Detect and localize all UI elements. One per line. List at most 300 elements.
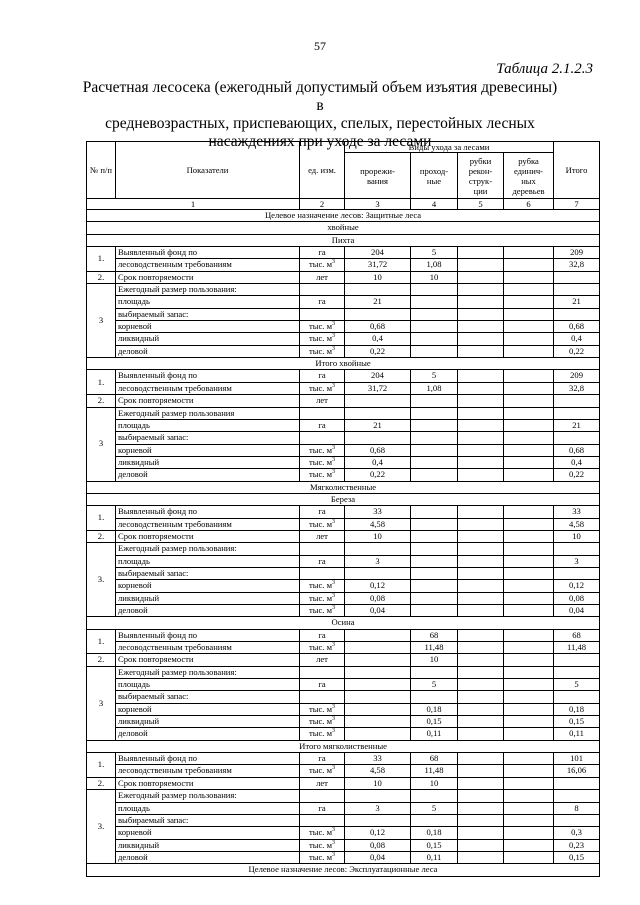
indicator-label: лесоводственным требованиям (116, 382, 300, 394)
unit-cell (300, 333, 345, 345)
value-passage (411, 284, 458, 296)
unit-superscript: 3 (332, 457, 336, 464)
unit-text: га (318, 296, 326, 307)
unit-superscript: 3 (332, 518, 336, 525)
unit-superscript: 3 (332, 716, 336, 723)
value-total: 8 (554, 802, 600, 814)
unit-cell (300, 506, 345, 518)
value-reconstruction (458, 691, 504, 703)
unit-cell (300, 814, 345, 826)
unit-text: лет (316, 395, 328, 406)
value-passage: 5 (411, 370, 458, 382)
table-row (87, 247, 600, 259)
header-number-6: 6 (504, 199, 554, 210)
value-thinning (345, 666, 411, 678)
unit-text: тыс. м (308, 580, 333, 591)
row-number: 3. (87, 543, 116, 617)
value-passage: 68 (411, 629, 458, 641)
indicator-label: площадь (116, 679, 300, 691)
value-thinning: 4,58 (345, 518, 411, 530)
value-reconstruction (458, 382, 504, 394)
indicator-label: лесоводственным требованиям (116, 518, 300, 530)
value-passage: 11,48 (411, 642, 458, 654)
table-row (87, 271, 600, 283)
value-thinning (345, 629, 411, 641)
section-row (87, 617, 600, 629)
value-total: 0,22 (554, 345, 600, 357)
value-total: 0,22 (554, 469, 600, 481)
unit-text: га (318, 753, 326, 764)
unit-text: га (318, 802, 326, 813)
value-thinning (345, 642, 411, 654)
value-passage: 0,18 (411, 703, 458, 715)
indicator-label: корневой (116, 321, 300, 333)
section-row (87, 740, 600, 752)
value-total: 0,4 (554, 333, 600, 345)
value-total (554, 814, 600, 826)
value-total: 32,8 (554, 382, 600, 394)
value-single-trees (504, 679, 554, 691)
value-total: 0,15 (554, 851, 600, 863)
row-number: 1. (87, 247, 116, 272)
value-thinning: 21 (345, 296, 411, 308)
indicator-label: ликвидный (116, 716, 300, 728)
unit-cell (300, 259, 345, 271)
table-row (87, 321, 600, 333)
section-label: Береза (87, 493, 600, 505)
unit-superscript: 3 (332, 321, 336, 328)
unit-cell (300, 444, 345, 456)
value-reconstruction (458, 679, 504, 691)
unit-cell (300, 666, 345, 678)
value-single-trees (504, 728, 554, 740)
unit-superscript: 3 (332, 852, 336, 859)
value-single-trees (504, 469, 554, 481)
table-row (87, 802, 600, 814)
unit-cell (300, 395, 345, 407)
value-reconstruction (458, 567, 504, 579)
indicator-label: выбираемый запас: (116, 308, 300, 320)
table-row (87, 308, 600, 320)
unit-cell (300, 567, 345, 579)
table-row (87, 666, 600, 678)
value-single-trees (504, 691, 554, 703)
value-thinning: 0,22 (345, 345, 411, 357)
value-passage (411, 567, 458, 579)
section-label: Целевое назначение лесов: Защитные леса (87, 210, 600, 222)
indicator-label: Срок повторяемости (116, 777, 300, 789)
value-single-trees (504, 333, 554, 345)
header-number-5: 5 (458, 199, 504, 210)
row-number: 3. (87, 790, 116, 864)
value-single-trees (504, 543, 554, 555)
value-reconstruction (458, 247, 504, 259)
header-numbers-row (87, 199, 600, 210)
value-reconstruction (458, 802, 504, 814)
indicator-label: корневой (116, 580, 300, 592)
table-row (87, 432, 600, 444)
value-thinning: 0,12 (345, 827, 411, 839)
value-passage: 5 (411, 802, 458, 814)
value-total: 0,4 (554, 456, 600, 468)
value-single-trees (504, 321, 554, 333)
indicator-label: корневой (116, 703, 300, 715)
indicator-label: ликвидный (116, 456, 300, 468)
value-single-trees (504, 555, 554, 567)
value-thinning (345, 395, 411, 407)
value-thinning: 204 (345, 247, 411, 259)
value-thinning (345, 567, 411, 579)
value-reconstruction (458, 555, 504, 567)
value-thinning (345, 790, 411, 802)
value-total: 0,04 (554, 605, 600, 617)
value-single-trees (504, 666, 554, 678)
unit-superscript: 3 (332, 382, 336, 389)
value-reconstruction (458, 444, 504, 456)
title-line: средневозрастных, приспевающих, спелых, перестойных лесных (105, 115, 535, 132)
unit-superscript: 3 (332, 259, 336, 266)
table-row (87, 753, 600, 765)
unit-text: га (318, 679, 326, 690)
value-total: 10 (554, 530, 600, 542)
value-passage (411, 345, 458, 357)
table-row (87, 728, 600, 740)
value-passage (411, 814, 458, 826)
table-row (87, 296, 600, 308)
indicator-label: выбираемый запас: (116, 691, 300, 703)
value-passage: 5 (411, 679, 458, 691)
table-row (87, 530, 600, 542)
value-passage (411, 580, 458, 592)
unit-cell (300, 827, 345, 839)
section-row (87, 864, 600, 876)
value-reconstruction (458, 666, 504, 678)
section-label: Пихта (87, 234, 600, 246)
value-single-trees (504, 827, 554, 839)
unit-cell (300, 530, 345, 542)
value-passage: 0,11 (411, 728, 458, 740)
unit-text: лет (316, 530, 328, 541)
value-passage: 11,48 (411, 765, 458, 777)
value-passage (411, 456, 458, 468)
unit-cell (300, 691, 345, 703)
value-total: 0,3 (554, 827, 600, 839)
section-label: Целевое назначение лесов: Эксплуатационные леса (87, 864, 600, 876)
value-total (554, 567, 600, 579)
value-reconstruction (458, 777, 504, 789)
value-total (554, 654, 600, 666)
value-passage (411, 592, 458, 604)
row-number: 3 (87, 407, 116, 481)
value-total: 3 (554, 555, 600, 567)
indicator-label: площадь (116, 296, 300, 308)
value-reconstruction (458, 814, 504, 826)
unit-text: тыс. м (308, 703, 333, 714)
table-identifier: Таблица 2.1.2.3 (496, 61, 593, 77)
unit-cell (300, 851, 345, 863)
value-single-trees (504, 567, 554, 579)
unit-text: тыс. м (308, 321, 333, 332)
value-thinning (345, 432, 411, 444)
value-total: 209 (554, 247, 600, 259)
unit-cell (300, 469, 345, 481)
value-passage: 10 (411, 777, 458, 789)
value-passage: 0,15 (411, 716, 458, 728)
table-row (87, 691, 600, 703)
value-total: 101 (554, 753, 600, 765)
value-reconstruction (458, 370, 504, 382)
section-label: Мягколиственные (87, 481, 600, 493)
value-reconstruction (458, 839, 504, 851)
value-thinning: 31,72 (345, 382, 411, 394)
table-row (87, 506, 600, 518)
unit-cell (300, 518, 345, 530)
value-reconstruction (458, 419, 504, 431)
indicator-label: ликвидный (116, 333, 300, 345)
table-row (87, 703, 600, 715)
section-row (87, 481, 600, 493)
row-number: 3 (87, 284, 116, 358)
unit-superscript: 3 (332, 333, 336, 340)
unit-cell (300, 777, 345, 789)
value-single-trees (504, 419, 554, 431)
value-single-trees (504, 703, 554, 715)
unit-text: тыс. м (308, 469, 333, 480)
value-reconstruction (458, 259, 504, 271)
value-single-trees (504, 432, 554, 444)
indicator-label: Ежегодный размер пользования: (116, 790, 300, 802)
value-passage (411, 395, 458, 407)
value-thinning: 0,68 (345, 321, 411, 333)
value-reconstruction (458, 530, 504, 542)
unit-cell (300, 679, 345, 691)
indicator-label: Выявленный фонд по (116, 370, 300, 382)
value-thinning: 3 (345, 802, 411, 814)
value-total: 11,48 (554, 642, 600, 654)
table-row (87, 592, 600, 604)
indicator-label: лесоводственным требованиям (116, 765, 300, 777)
indicator-label: ликвидный (116, 839, 300, 851)
value-passage (411, 555, 458, 567)
header-indicator: Показатели (116, 142, 300, 199)
value-passage (411, 432, 458, 444)
value-thinning (345, 814, 411, 826)
value-reconstruction (458, 654, 504, 666)
value-thinning: 0,04 (345, 851, 411, 863)
value-single-trees (504, 444, 554, 456)
value-reconstruction (458, 469, 504, 481)
table-row (87, 370, 600, 382)
indicator-label: Выявленный фонд по (116, 247, 300, 259)
value-reconstruction (458, 703, 504, 715)
value-reconstruction (458, 629, 504, 641)
value-single-trees (504, 851, 554, 863)
indicator-label: ликвидный (116, 592, 300, 604)
value-total (554, 543, 600, 555)
section-label: хвойные (87, 222, 600, 234)
value-reconstruction (458, 345, 504, 357)
value-single-trees (504, 654, 554, 666)
value-total (554, 284, 600, 296)
value-thinning: 204 (345, 370, 411, 382)
unit-cell (300, 703, 345, 715)
table-row (87, 827, 600, 839)
value-single-trees (504, 247, 554, 259)
value-single-trees (504, 814, 554, 826)
value-reconstruction (458, 395, 504, 407)
value-passage: 1,08 (411, 382, 458, 394)
value-thinning (345, 654, 411, 666)
value-passage (411, 321, 458, 333)
value-thinning: 10 (345, 271, 411, 283)
table-row (87, 814, 600, 826)
table-row (87, 839, 600, 851)
unit-superscript: 3 (332, 728, 336, 735)
value-single-trees (504, 259, 554, 271)
unit-cell (300, 432, 345, 444)
value-single-trees (504, 592, 554, 604)
table-row (87, 259, 600, 271)
value-thinning: 0,08 (345, 592, 411, 604)
table-row (87, 407, 600, 419)
indicator-label: площадь (116, 419, 300, 431)
indicator-label: Срок повторяемости (116, 654, 300, 666)
value-total: 0,18 (554, 703, 600, 715)
value-total: 0,08 (554, 592, 600, 604)
page-number: 57 (314, 39, 326, 53)
value-single-trees (504, 765, 554, 777)
table-row (87, 629, 600, 641)
unit-superscript: 3 (332, 469, 336, 476)
section-row (87, 222, 600, 234)
indicator-label: деловой (116, 345, 300, 357)
indicator-label: Срок повторяемости (116, 271, 300, 283)
unit-cell (300, 419, 345, 431)
value-total: 0,12 (554, 580, 600, 592)
table-row (87, 395, 600, 407)
row-number: 2. (87, 530, 116, 542)
table-row (87, 284, 600, 296)
table-row (87, 580, 600, 592)
value-thinning: 33 (345, 753, 411, 765)
value-thinning (345, 691, 411, 703)
value-thinning: 0,08 (345, 839, 411, 851)
unit-cell (300, 716, 345, 728)
unit-cell (300, 753, 345, 765)
table-row (87, 456, 600, 468)
value-total: 0,68 (554, 444, 600, 456)
value-reconstruction (458, 284, 504, 296)
unit-superscript: 3 (332, 827, 336, 834)
value-thinning (345, 407, 411, 419)
value-thinning (345, 284, 411, 296)
unit-superscript: 3 (332, 345, 336, 352)
header-num: № п/п (87, 142, 116, 199)
unit-cell (300, 790, 345, 802)
table-row (87, 679, 600, 691)
unit-cell (300, 284, 345, 296)
unit-text: га (318, 506, 326, 517)
indicator-label: Ежегодный размер пользования: (116, 543, 300, 555)
value-single-trees (504, 629, 554, 641)
value-reconstruction (458, 765, 504, 777)
unit-cell (300, 456, 345, 468)
value-passage (411, 666, 458, 678)
value-total: 33 (554, 506, 600, 518)
section-row (87, 234, 600, 246)
indicator-label: Срок повторяемости (116, 530, 300, 542)
indicator-label: деловой (116, 728, 300, 740)
table-row (87, 777, 600, 789)
indicator-label: площадь (116, 555, 300, 567)
unit-cell (300, 592, 345, 604)
unit-cell (300, 629, 345, 641)
value-total: 4,58 (554, 518, 600, 530)
row-number: 2. (87, 395, 116, 407)
unit-cell (300, 247, 345, 259)
value-total: 0,15 (554, 716, 600, 728)
unit-cell (300, 370, 345, 382)
unit-cell (300, 605, 345, 617)
value-total (554, 790, 600, 802)
indicator-label: лесоводственным требованиям (116, 259, 300, 271)
value-passage (411, 296, 458, 308)
unit-cell (300, 296, 345, 308)
header-row (87, 142, 600, 153)
indicator-label: деловой (116, 605, 300, 617)
value-passage (411, 518, 458, 530)
header-number-2: 2 (300, 199, 345, 210)
unit-cell (300, 555, 345, 567)
value-single-trees (504, 296, 554, 308)
unit-cell (300, 345, 345, 357)
value-total (554, 271, 600, 283)
value-thinning (345, 728, 411, 740)
unit-text: га (318, 370, 326, 381)
header-col-single-trees: рубка единич- ных деревьев (504, 153, 554, 199)
unit-cell (300, 382, 345, 394)
harvest-table (86, 141, 600, 877)
value-reconstruction (458, 321, 504, 333)
table-row (87, 790, 600, 802)
indicator-label: корневой (116, 444, 300, 456)
value-passage (411, 790, 458, 802)
unit-cell (300, 308, 345, 320)
unit-superscript: 3 (332, 605, 336, 612)
value-reconstruction (458, 518, 504, 530)
table-row (87, 567, 600, 579)
value-reconstruction (458, 592, 504, 604)
indicator-label: Выявленный фонд по (116, 506, 300, 518)
value-single-trees (504, 518, 554, 530)
value-reconstruction (458, 407, 504, 419)
unit-text: лет (316, 654, 328, 665)
unit-cell (300, 728, 345, 740)
unit-text: тыс. м (308, 518, 333, 529)
value-thinning (345, 308, 411, 320)
value-reconstruction (458, 308, 504, 320)
value-reconstruction (458, 605, 504, 617)
row-number: 1. (87, 506, 116, 531)
unit-text: тыс. м (308, 851, 333, 862)
unit-text: тыс. м (308, 382, 333, 393)
unit-superscript: 3 (332, 703, 336, 710)
header-col-reconstruction: рубки рекон- струк- ции (458, 153, 504, 199)
table-row (87, 851, 600, 863)
value-thinning: 10 (345, 530, 411, 542)
unit-cell (300, 802, 345, 814)
value-single-trees (504, 790, 554, 802)
